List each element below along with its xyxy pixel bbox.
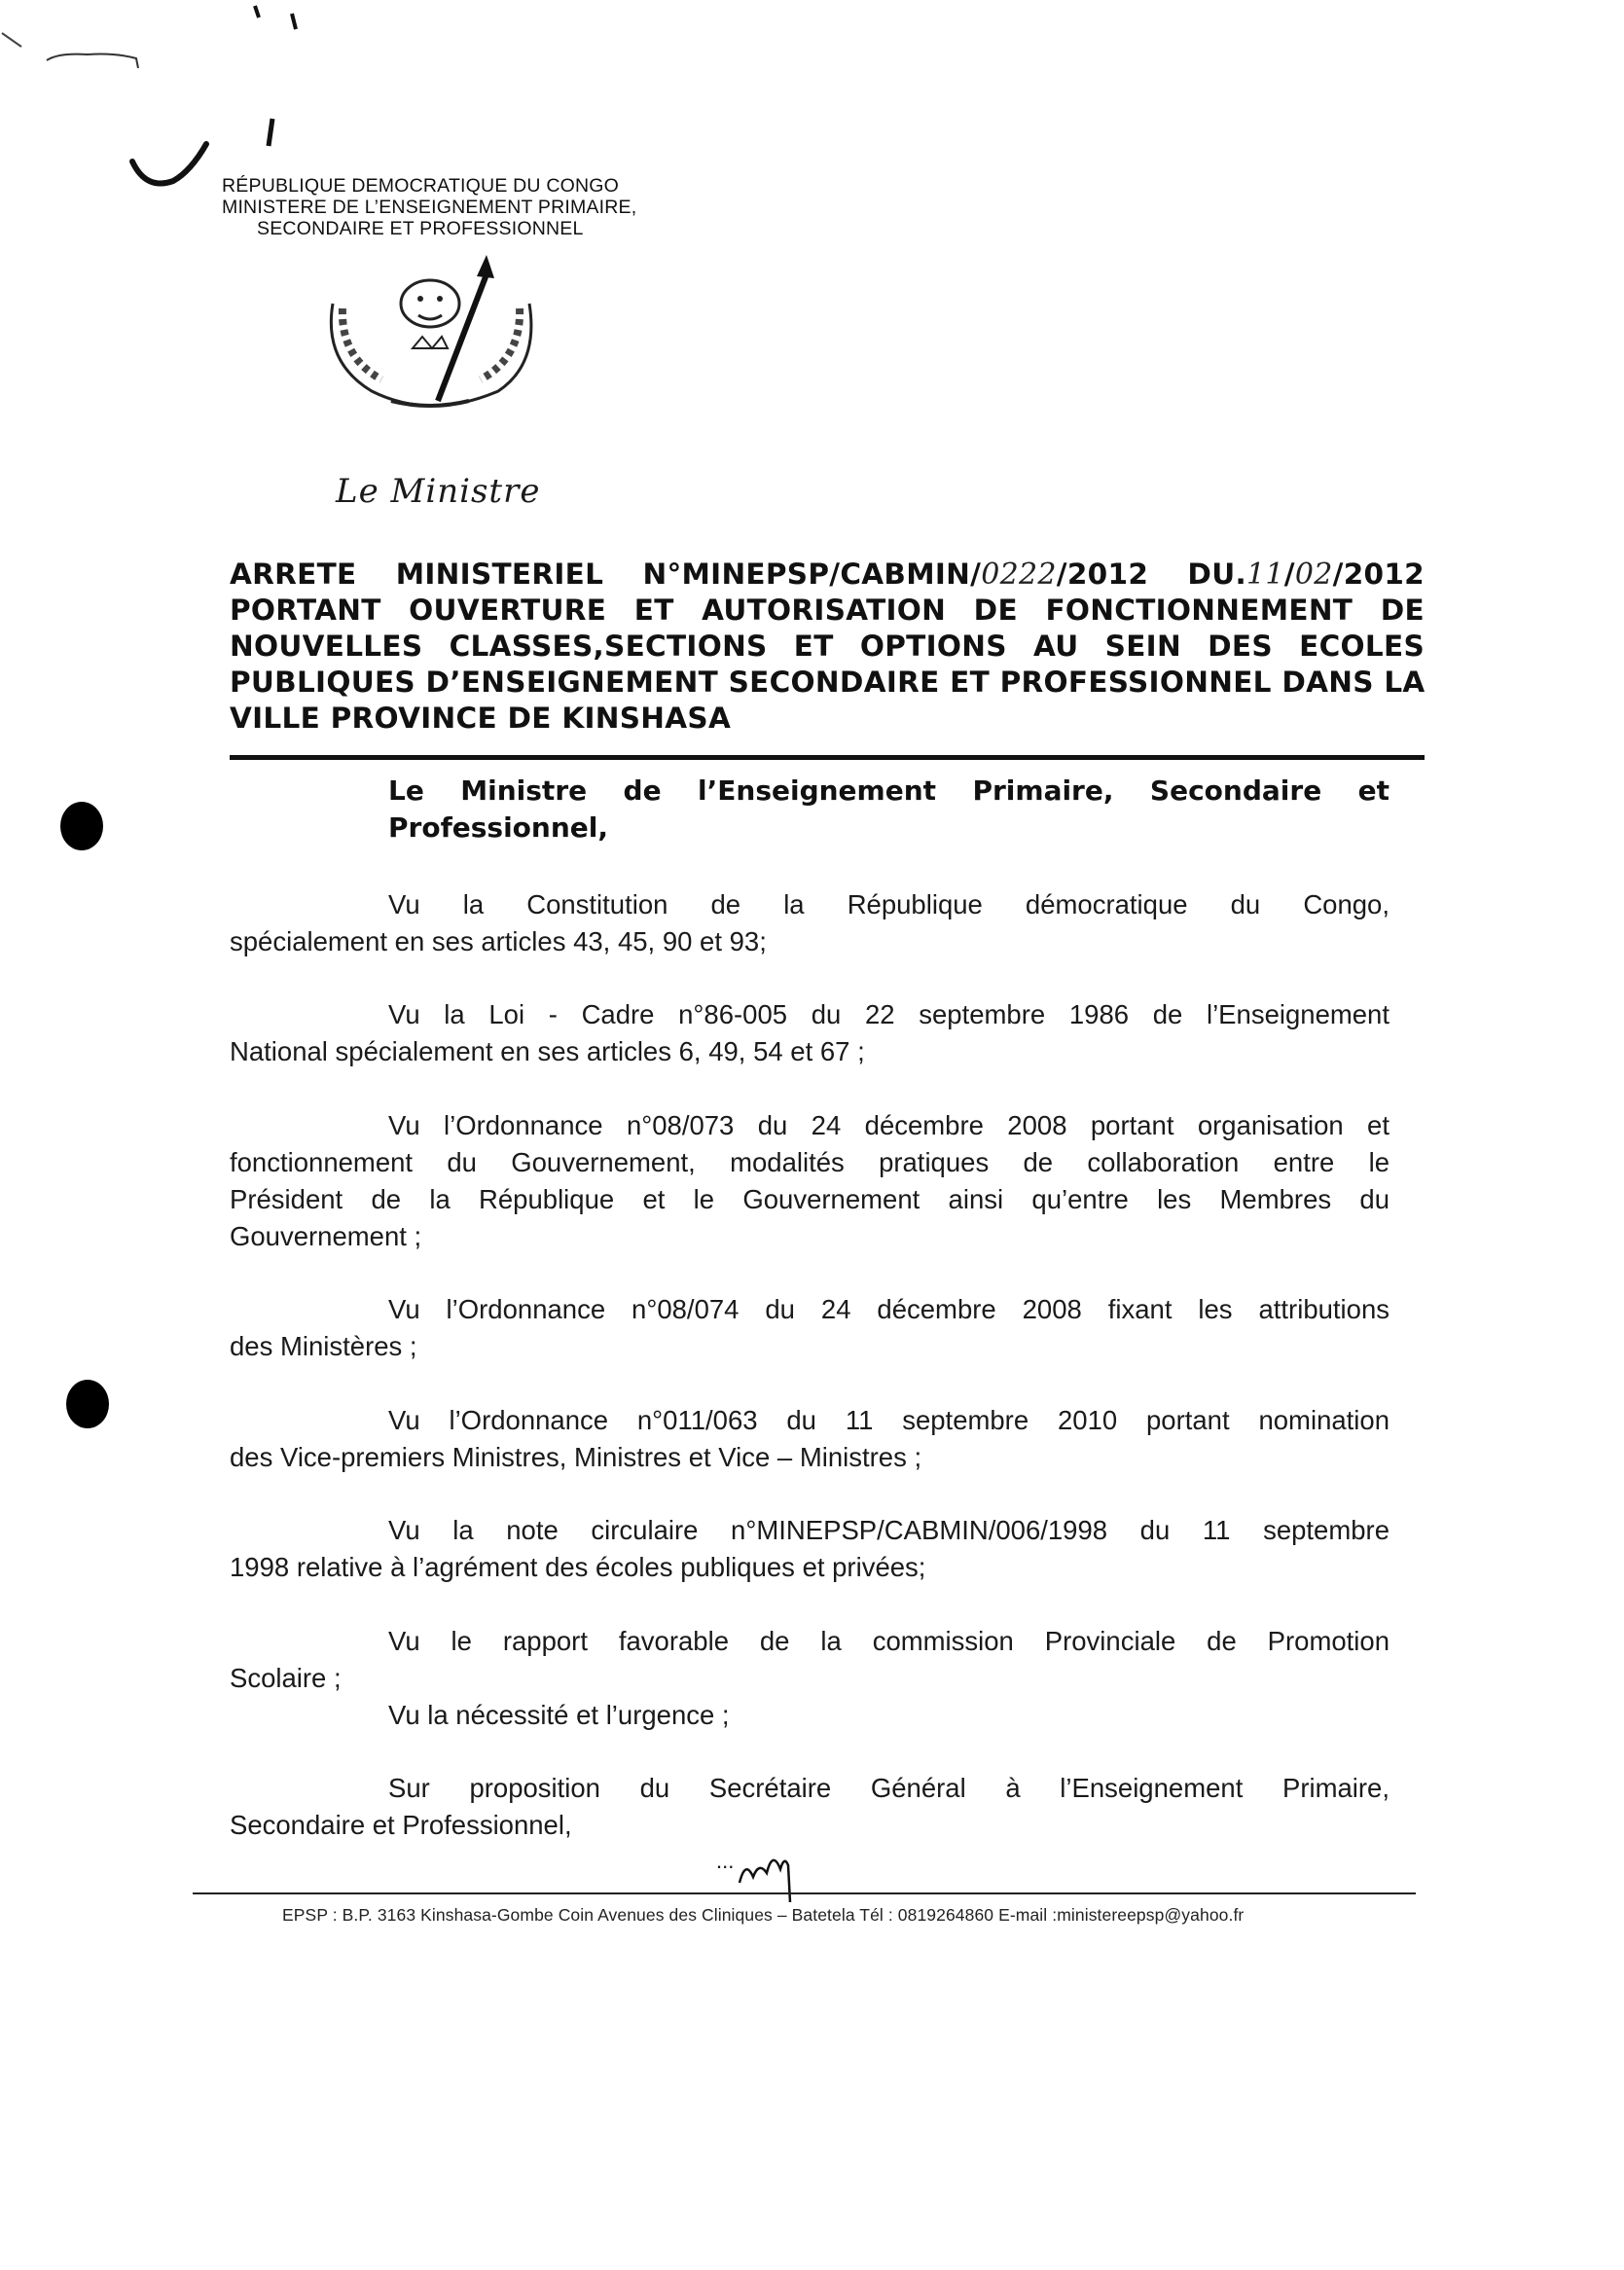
letterhead-ministry-cont: SECONDAIRE ET PROFESSIONNEL: [257, 218, 584, 239]
decree-number: 0222: [981, 558, 1057, 592]
paragraph-ordonnance-073: Vu l’Ordonnance n°08/073 du 24 décembre 2008 portant organisation et fonctionnement du Gouvernement, modalités pratiques de collaboration entre le Président de la République et le Gouvernement ainsi qu’entre les Membres du Gouvernement ;: [230, 1110, 1389, 1251]
title-line-3: NOUVELLES CLASSES,SECTIONS ET OPTIONS AU SEIN DES ECOLES: [230, 630, 1425, 663]
minister-intro: Le Ministre de l’Enseignement Primaire, Secondaire et Professionnel,: [388, 775, 1389, 844]
title-line-2: PORTANT OUVERTURE ET AUTORISATION DE FONCTIONNEMENT DE: [230, 594, 1425, 627]
letterhead-country: RÉPUBLIQUE DEMOCRATIQUE DU CONGO: [222, 175, 619, 197]
paragraph-urgence: Vu la nécessité et l’urgence ;: [388, 1700, 730, 1730]
paragraph-rapport: Vu le rapport favorable de la commission Provinciale de Promotion Scolaire ;: [230, 1626, 1389, 1693]
title-line-4: PUBLIQUES D’ENSEIGNEMENT SECONDAIRE ET PROFESSIONNEL DANS LA: [230, 666, 1426, 699]
paragraph-proposition: Sur proposition du Secrétaire Général à l’Enseignement Primaire, Secondaire et Professionnel,: [230, 1773, 1389, 1840]
title-line-1: ARRETE MINISTERIEL N°MINEPSP/CABMIN/0222/2012 DU.11/02/2012: [230, 558, 1426, 592]
paragraph-loi-cadre: Vu la Loi - Cadre n°86-005 du 22 septembre 1986 de l’Enseignement National spécialement en ses articles 6, 49, 54 et 67 ;: [230, 999, 1389, 1066]
minister-label: Le Ministre: [336, 472, 541, 511]
decree-day: 11: [1245, 558, 1284, 592]
decree-title: [230, 557, 1425, 737]
punch-hole: [66, 1380, 109, 1428]
letterhead-ministry: MINISTERE DE L’ENSEIGNEMENT PRIMAIRE,: [222, 197, 637, 218]
paragraph-ordonnance-063: Vu l’Ordonnance n°011/063 du 11 septembre 2010 portant nomination des Vice-premiers Ministres, Ministres et Vice – Ministres ;: [230, 1405, 1389, 1472]
title-divider: [230, 755, 1425, 760]
paragraph-note-circulaire: Vu la note circulaire n°MINEPSP/CABMIN/006/1998 du 11 septembre 1998 relative à l’agrément des écoles publiques et privées;: [230, 1515, 1389, 1582]
continuation-dots: ...: [716, 1849, 735, 1873]
footer-address: EPSP : B.P. 3163 Kinshasa-Gombe Coin Avenues des Cliniques – Batetela Tél : 0819264860 E-mail :ministereepsp@yahoo.fr: [282, 1905, 1245, 1925]
title-line-5: VILLE PROVINCE DE KINSHASA: [230, 702, 732, 735]
coat-of-arms-icon: [313, 255, 547, 420]
decree-month: 02: [1294, 558, 1333, 592]
letterhead: [222, 175, 636, 239]
footer-divider: [193, 1892, 1416, 1894]
paragraph-constitution: Vu la Constitution de la République démocratique du Congo, spécialement en ses articles 43, 45, 90 et 93;: [230, 889, 1389, 956]
paragraph-ordonnance-074: Vu l’Ordonnance n°08/074 du 24 décembre 2008 fixant les attributions des Ministères ;: [230, 1294, 1389, 1361]
punch-hole: [60, 802, 103, 850]
